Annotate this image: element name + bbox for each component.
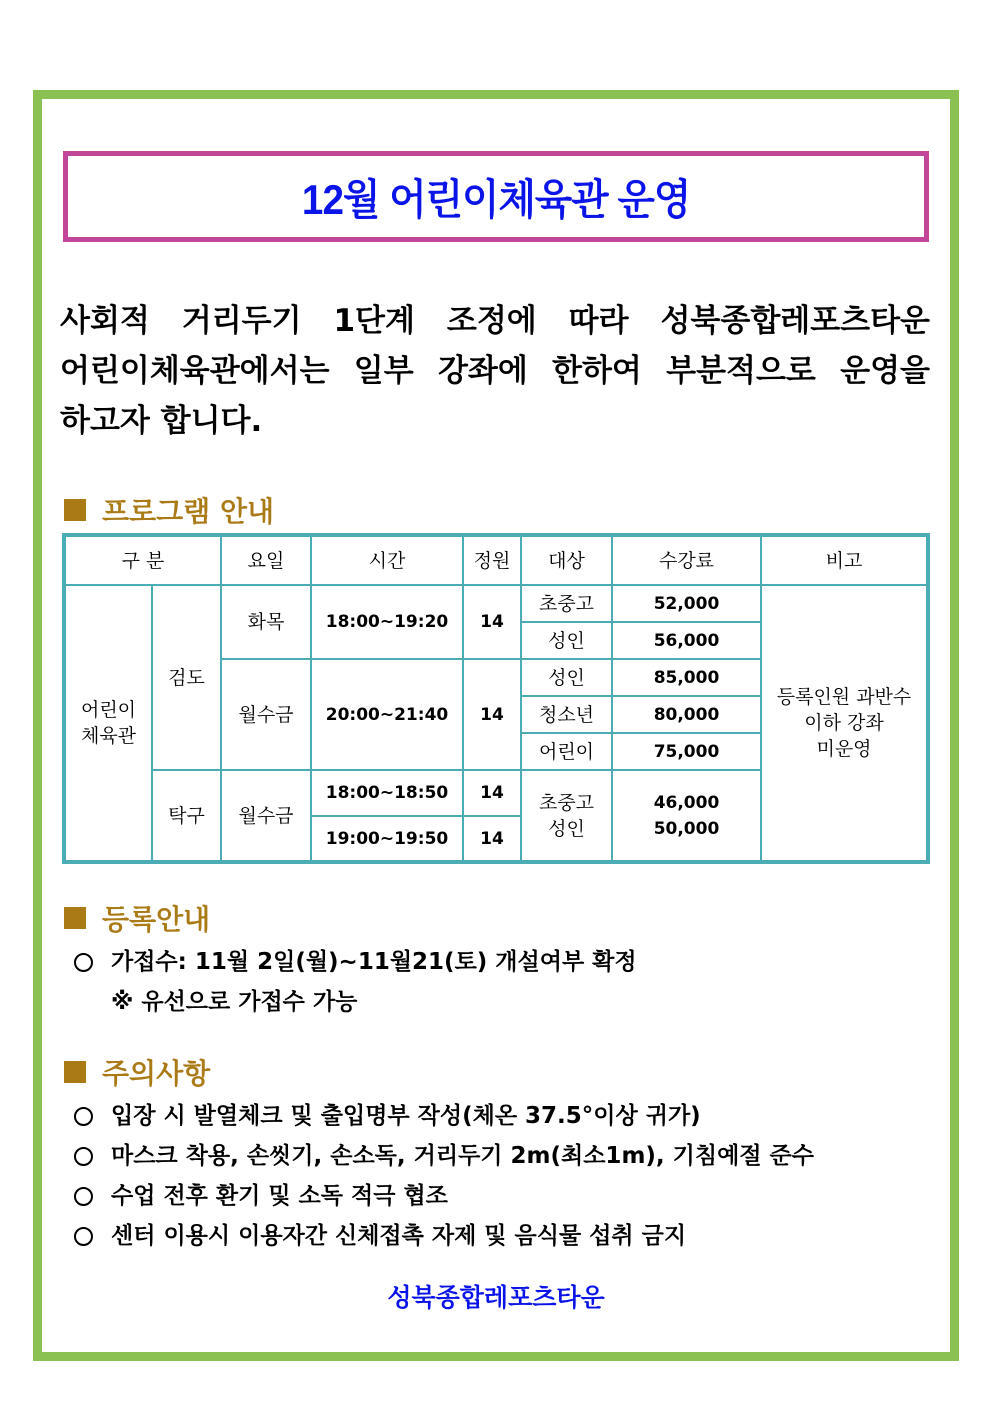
registration-note-text: ※ 유선으로 가접수 가능 [111, 989, 358, 1015]
table-tennis-cell: 탁구 [152, 770, 221, 862]
fee-cell: 80,000 [612, 696, 761, 733]
note-cell [761, 585, 928, 862]
registration-heading [64, 898, 210, 938]
header-target: 대상 [521, 535, 612, 585]
list-item-text: 마스크 착용, 손씻기, 손소독, 거리두기 2m(최소1m), 기침예절 준수 [111, 1143, 814, 1169]
target-line-2: 성인 [548, 817, 585, 840]
cautions-heading [64, 1052, 210, 1092]
square-bullet-icon [64, 907, 86, 929]
kendo-cell: 검도 [152, 585, 221, 770]
intro-line-3: 하고자 합니다. [60, 403, 263, 439]
list-item-text: 센터 이용시 이용자간 신체접촉 자제 및 음식물 섭취 금지 [111, 1223, 687, 1249]
table-header-row [64, 535, 928, 585]
table-tennis-target [521, 770, 612, 862]
footer-organization: 성북종합레포츠타운 [387, 1284, 605, 1312]
target-cell: 성인 [521, 659, 612, 696]
list-item [74, 1136, 814, 1176]
title-box [63, 151, 929, 242]
fee-cell: 75,000 [612, 733, 761, 770]
header-days: 요일 [221, 535, 311, 585]
kendo-capacity-1: 14 [463, 585, 521, 659]
list-item [74, 1096, 814, 1136]
table-tennis-time-2: 19:00~19:50 [311, 816, 463, 862]
fee-cell: 52,000 [612, 585, 761, 622]
circle-bullet-icon [74, 1187, 93, 1206]
circle-bullet-icon [74, 1227, 93, 1246]
table-row [64, 585, 928, 622]
note-line-1: 등록인원 과반수 [776, 686, 912, 708]
kendo-time-1: 18:00~19:20 [311, 585, 463, 659]
cautions-heading-text: 주의사항 [102, 1057, 211, 1090]
list-item-text: 가접수: 11월 2일(월)~11월21(토) 개설여부 확정 [111, 949, 637, 975]
registration-list [74, 942, 637, 1022]
program-table [62, 533, 930, 864]
fee-line-2: 50,000 [653, 818, 720, 839]
fee-cell: 85,000 [612, 659, 761, 696]
target-line-1: 초중고 [538, 791, 595, 814]
table-tennis-time-1: 18:00~18:50 [311, 770, 463, 816]
circle-bullet-icon [74, 1107, 93, 1126]
table-tennis-capacity-2: 14 [463, 816, 521, 862]
circle-bullet-icon [74, 1147, 93, 1166]
note-line-2: 이하 강좌 [804, 712, 884, 734]
square-bullet-icon [64, 499, 86, 521]
header-capacity: 정원 [463, 535, 521, 585]
intro-line-1: 사회적 거리두기 1단계 조정에 따라 성북종합레포츠타운 [60, 303, 930, 339]
list-item [74, 1216, 814, 1256]
list-item [74, 1176, 814, 1216]
header-note: 비고 [761, 535, 928, 585]
table-tennis-capacity-1: 14 [463, 770, 521, 816]
kendo-days-2: 월수금 [221, 659, 311, 770]
registration-note [74, 982, 637, 1022]
facility-line-2: 체육관 [80, 725, 137, 747]
note-line-3: 미운영 [816, 738, 872, 760]
intro-line-2: 어린이체육관에서는 일부 강좌에 한하여 부분적으로 운영을 [60, 353, 930, 389]
facility-line-1: 어린이 [80, 699, 137, 721]
registration-heading-text: 등록안내 [102, 903, 211, 936]
program-heading [64, 490, 274, 530]
fee-line-1: 46,000 [653, 792, 720, 813]
fee-cell: 56,000 [612, 622, 761, 659]
facility-cell [64, 585, 152, 862]
page-title: 12월 어린이체육관 운영 [301, 175, 691, 223]
intro-paragraph [60, 296, 930, 446]
kendo-days-1: 화목 [221, 585, 311, 659]
list-item-text: 입장 시 발열체크 및 출입명부 작성(체온 37.5°이상 귀가) [111, 1103, 701, 1129]
circle-bullet-icon [74, 953, 93, 972]
header-category: 구 분 [64, 535, 221, 585]
cautions-list [74, 1096, 814, 1256]
list-item-text: 수업 전후 환기 및 소독 적극 협조 [111, 1183, 448, 1209]
list-item [74, 942, 637, 982]
header-time: 시간 [311, 535, 463, 585]
target-cell: 어린이 [521, 733, 612, 770]
table-tennis-days: 월수금 [221, 770, 311, 862]
kendo-time-2: 20:00~21:40 [311, 659, 463, 770]
target-cell: 청소년 [521, 696, 612, 733]
target-cell: 초중고 [521, 585, 612, 622]
target-cell: 성인 [521, 622, 612, 659]
table-tennis-fee [612, 770, 761, 862]
header-fee: 수강료 [612, 535, 761, 585]
kendo-capacity-2: 14 [463, 659, 521, 770]
program-heading-text: 프로그램 안내 [102, 495, 275, 528]
square-bullet-icon [64, 1061, 86, 1083]
